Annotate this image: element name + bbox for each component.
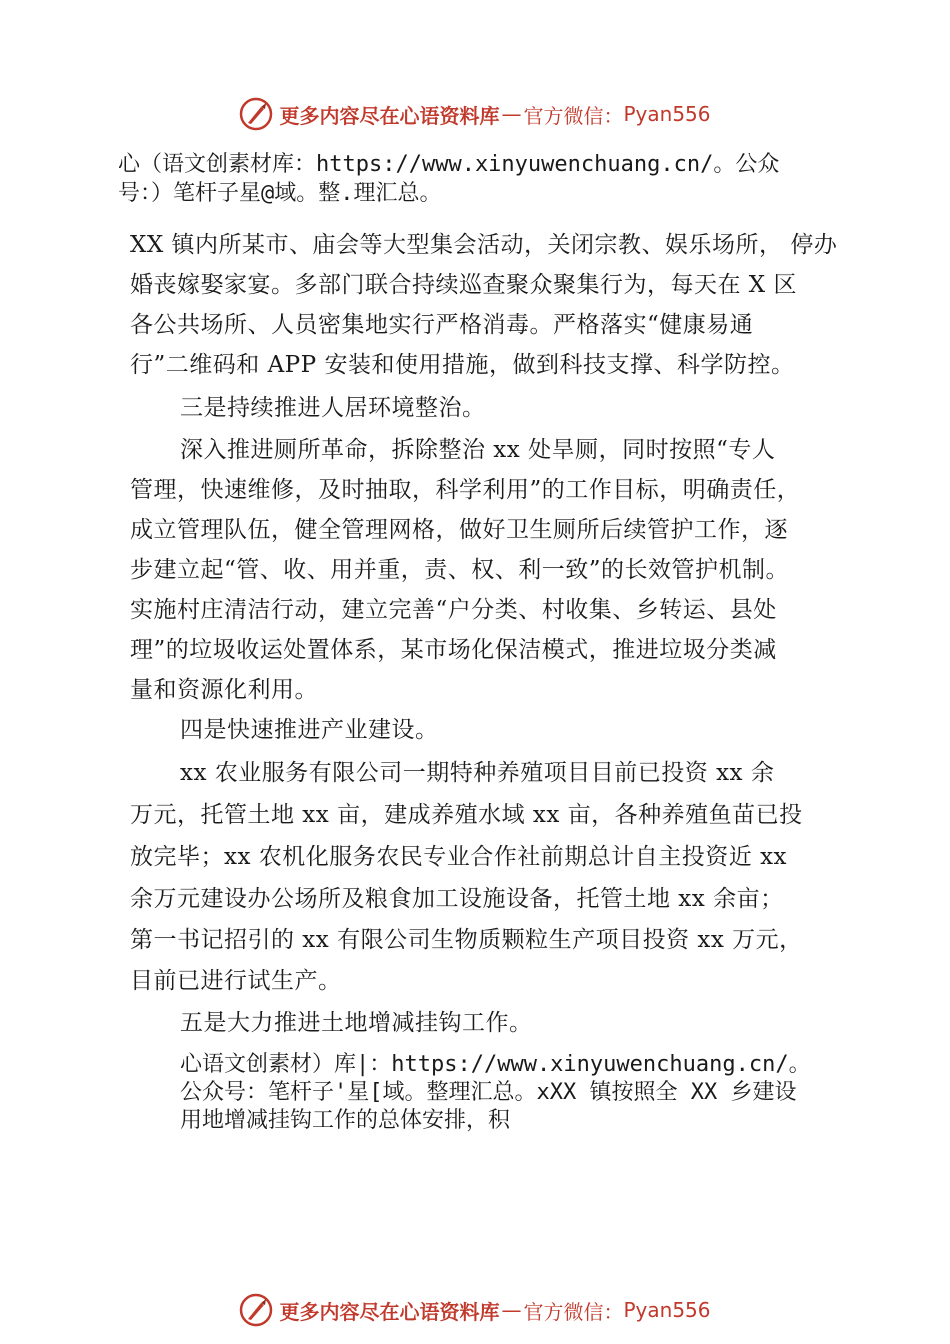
text-line: 步建立起“管、收、用并重，责、权、利一致”的长效管护机制。 [130, 557, 790, 583]
text-line: 放完毕；xx 农机化服务农民专业合作社前期总计自主投资近 xx [130, 844, 788, 870]
text-line: 余万元建设办公场所及粮食加工设施设备，托管土地 xx 余亩； [130, 886, 784, 912]
quill-logo-icon [239, 1293, 273, 1327]
text-line: 目前已进行试生产。 [130, 968, 342, 994]
text-line: 实施村庄清洁行动，建立完善“户分类、村收集、乡转运、县处 [130, 597, 777, 623]
text-line: 第一书记招引的 xx 有限公司生物质颗粒生产项目投资 xx 万元， [130, 927, 803, 953]
section-heading: 五是大力推进土地增减挂钩工作。 [180, 1010, 533, 1036]
text-line: xx 农业服务有限公司一期特种养殖项目目前已投资 xx 余 [180, 760, 775, 786]
banner-separator: — [501, 1298, 522, 1322]
section-heading: 四是快速推进产业建设。 [180, 717, 439, 743]
text-line: 号：）笔杆子星@域。整.理汇总。 [118, 181, 442, 206]
banner-main-text: 更多内容尽在心语资料库 [279, 1299, 500, 1324]
footer-banner [0, 1290, 950, 1330]
text-line: 深入推进厕所革命，拆除整治 xx 处旱厕，同时按照“专人 [180, 437, 776, 463]
text-line: XX 镇内所某市、庙会等大型集会活动，关闭宗教、娱乐场所， 停办 [130, 232, 838, 258]
text-line: 心（语文创素材库：https://www.xinyuwenchuang.cn/。公众 [118, 152, 780, 177]
section-heading: 三是持续推进人居环境整治。 [180, 395, 486, 421]
header-banner [0, 94, 950, 134]
text-line: 行”二维码和 APP 安装和使用措施，做到科技支撑、科学防控。 [130, 352, 795, 378]
text-line: 公众号：笔杆子'星[域。整理汇总。xXX 镇按照全 XX 乡建设 [180, 1080, 797, 1105]
text-line: 万元，托管土地 xx 亩，建成养殖水域 xx 亩，各种养殖鱼苗已投 [130, 802, 803, 828]
text-line: 婚丧嫁娶家宴。多部门联合持续巡查聚众聚集行为，每天在 X 区 [130, 272, 797, 298]
quill-logo-icon [239, 97, 273, 131]
text-line: 管理，快速维修，及时抽取，科学利用”的工作目标，明确责任， [130, 477, 801, 503]
text-line: 各公共场所、人员密集地实行严格消毒。严格落实“健康易通 [130, 312, 754, 338]
text-line: 成立管理队伍，健全管理网格，做好卫生厕所后续管护工作，逐 [130, 517, 788, 543]
banner-wechat-id: Pyan556 [623, 102, 711, 126]
banner-wechat-label: 官方微信： [523, 103, 624, 128]
text-line: 量和资源化利用。 [130, 677, 318, 703]
banner-wechat-label: 官方微信： [523, 1299, 624, 1324]
text-line: 心语文创素材）库|：https://www.xinyuwenchuang.cn/。 [180, 1052, 811, 1077]
banner-separator: — [501, 102, 522, 126]
text-line: 用地增减挂钩工作的总体安排，积 [180, 1108, 511, 1133]
banner-main-text: 更多内容尽在心语资料库 [279, 103, 500, 128]
banner-wechat-id: Pyan556 [623, 1298, 711, 1322]
text-line: 理”的垃圾收运处置体系，某市场化保洁模式，推进垃圾分类减 [130, 637, 777, 663]
